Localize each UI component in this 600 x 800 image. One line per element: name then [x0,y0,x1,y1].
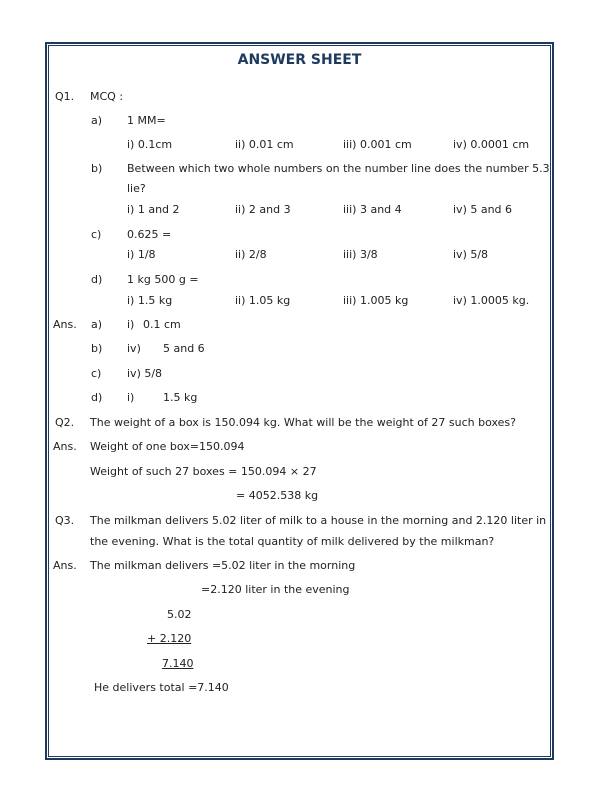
q1-answer-b-value: 5 and 6 [163,342,205,355]
q2-answer-label: Ans. [53,440,77,453]
q2-number: Q2. [55,416,75,429]
q1d-option-1: i) 1.5 kg [127,294,173,307]
q3-calc-second: + 2.120 [147,632,192,645]
q3-calc-first: 5.02 [167,608,192,621]
q2-answer-line1: Weight of one box=150.094 [90,440,245,453]
q1b-question-line1: Between which two whole numbers on the number line does the number 5.3 [127,162,550,175]
q1d-option-4: iv) 1.0005 kg. [453,294,530,307]
page-title: ANSWER SHEET [237,52,362,68]
q1a-question: 1 MM= [127,114,166,127]
q2-question: The weight of a box is 150.094 kg. What will be the weight of 27 such boxes? [90,416,517,429]
q1a-option-1: i) 0.1cm [127,138,173,151]
q1-answer-a-letter: a) [91,318,103,331]
q2-answer-line2: Weight of such 27 boxes = 150.094 × 27 [90,465,317,478]
q1-number: Q1. [55,90,75,103]
q1-answer-d-value: 1.5 kg [163,391,198,404]
q1c-question: 0.625 = [127,228,172,241]
q1b-option-3: iii) 3 and 4 [343,203,402,216]
q1d-option-2: ii) 1.05 kg [235,294,291,307]
q1d-question: 1 kg 500 g = [127,273,199,286]
q1a-letter: a) [91,114,103,127]
q1-heading: MCQ : [90,90,124,103]
q2-answer-line3: = 4052.538 kg [236,489,319,502]
q1b-question-line2: lie? [127,182,146,195]
q3-calc-sum: 7.140 [162,657,194,670]
q1-answer-b-letter: b) [91,342,103,355]
q1d-letter: d) [91,273,103,286]
q1b-option-4: iv) 5 and 6 [453,203,513,216]
q1d-option-3: iii) 1.005 kg [343,294,409,307]
q1a-option-4: iv) 0.0001 cm [453,138,530,151]
q1c-option-4: iv) 5/8 [453,248,489,261]
q3-answer-line2: =2.120 liter in the evening [201,583,350,596]
q1b-option-2: ii) 2 and 3 [235,203,291,216]
q1-answer-a-value: 0.1 cm [143,318,181,331]
q1-answer-d-letter: d) [91,391,103,404]
q3-question-line1: The milkman delivers 5.02 liter of milk to a house in the morning and 2.120 liter in [90,514,547,527]
q1a-option-3: iii) 0.001 cm [343,138,412,151]
q3-number: Q3. [55,514,75,527]
q1b-option-1: i) 1 and 2 [127,203,180,216]
q1-answer-a-roman: i) [127,318,135,331]
q1a-option-2: ii) 0.01 cm [235,138,294,151]
q3-total: He delivers total =7.140 [94,681,229,694]
q1-answer-c-roman: iv) 5/8 [127,367,163,380]
q1c-option-3: iii) 3/8 [343,248,378,261]
q1-answer-b-roman: iv) [127,342,141,355]
q3-answer-label: Ans. [53,559,77,572]
q1-answer-d-roman: i) [127,391,135,404]
q3-question-line2: the evening. What is the total quantity of milk delivered by the milkman? [90,535,495,548]
q1c-option-1: i) 1/8 [127,248,156,261]
q1c-option-2: ii) 2/8 [235,248,267,261]
q1-answers-label: Ans. [53,318,77,331]
q1c-letter: c) [91,228,102,241]
q1-answer-c-letter: c) [91,367,102,380]
q3-answer-line1: The milkman delivers =5.02 liter in the morning [90,559,356,572]
q1b-letter: b) [91,162,103,175]
